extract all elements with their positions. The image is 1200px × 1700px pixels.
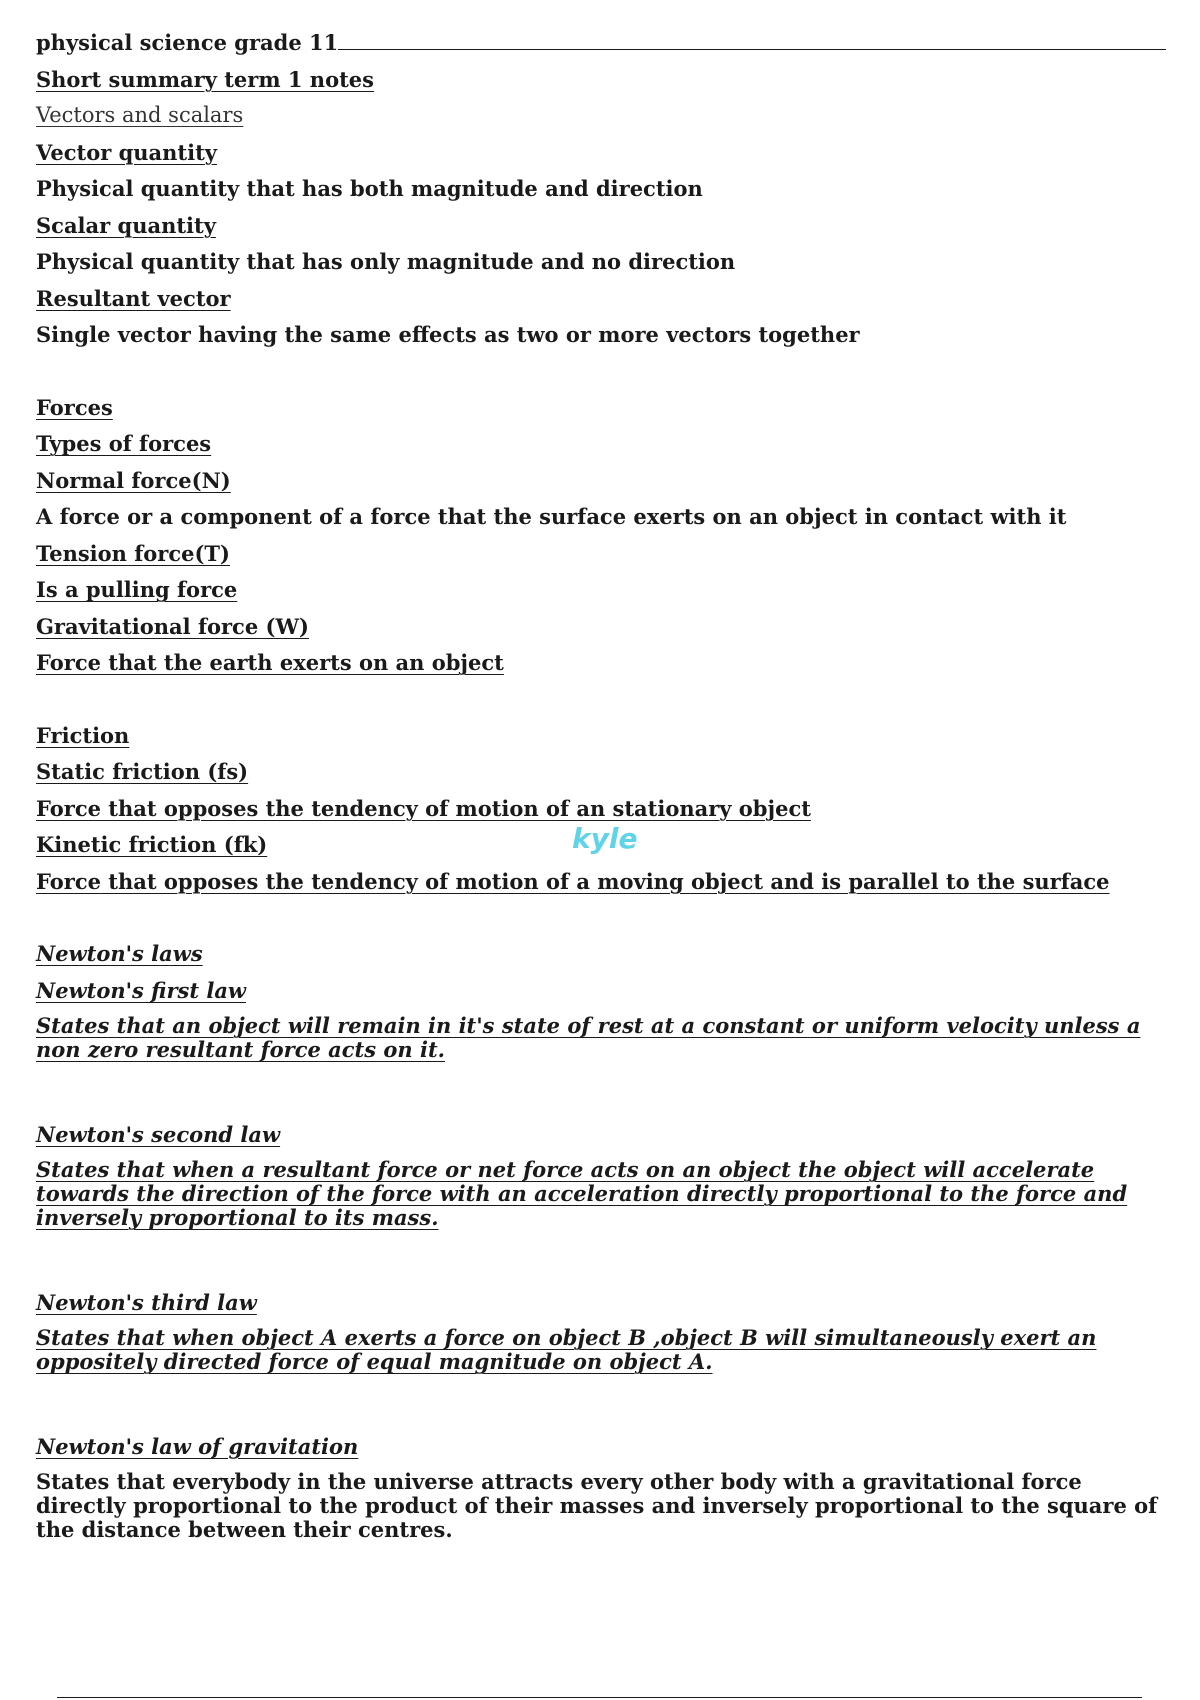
- tension-force-term: Tension force(T): [36, 540, 230, 566]
- gravitational-force-term: Gravitational force (W): [36, 613, 309, 639]
- spacer: [36, 1386, 1166, 1434]
- header-rule: [338, 49, 1166, 50]
- kinetic-friction-definition: Force that opposes the tendency of motion of a moving object and is parallel to the surface: [36, 868, 1110, 894]
- resultant-vector-definition: Single vector having the same effects as two or more vectors together: [36, 322, 860, 347]
- summary-title: Short summary term 1 notes: [36, 66, 374, 92]
- newtons-laws-section-title: Newton's laws: [36, 941, 203, 966]
- tension-force-definition: Is a pulling force: [36, 577, 238, 602]
- newtons-first-law-term: Newton's first law: [36, 977, 246, 1003]
- vectors-section-title: Vectors and scalars: [36, 103, 244, 127]
- newtons-third-law-term: Newton's third law: [36, 1289, 257, 1315]
- spacer: [36, 905, 1166, 941]
- kinetic-friction-term: Kinetic friction (fk): [36, 832, 268, 857]
- document-page: [36, 30, 1166, 1554]
- resultant-vector-term: Resultant vector: [36, 285, 231, 311]
- spacer: [36, 1242, 1166, 1290]
- spacer: [36, 687, 1166, 723]
- newtons-third-law-definition: States that when object A exerts a force on object B ,object B will simultaneously exert an oppositely directed force of equal magnitude on object A.: [36, 1325, 1097, 1374]
- scalar-quantity-definition: Physical quantity that has only magnitude and no direction: [36, 249, 736, 274]
- friction-section-title: Friction: [36, 722, 130, 748]
- scalar-quantity-term: Scalar quantity: [36, 212, 216, 238]
- forces-section-title: Forces: [36, 394, 113, 420]
- newtons-second-law-definition: States that when a resultant force or net force acts on an object the object will accelerate towards the direction of the force with an acceleration directly proportional to the force and inversely proportional to its mass.: [36, 1157, 1128, 1230]
- footer-rule: [57, 1697, 1142, 1698]
- document-header: [36, 30, 1166, 55]
- vector-quantity-definition: Physical quantity that has both magnitude and direction: [36, 176, 703, 201]
- newtons-law-of-gravitation-definition: States that everybody in the universe attracts every other body with a gravitational force directly proportional to the product of their masses and inversely proportional to the square of the distance between their centres.: [36, 1469, 1158, 1542]
- gravitational-force-definition: Force that the earth exerts on an object: [36, 650, 504, 675]
- newtons-law-of-gravitation-term: Newton's law of gravitation: [36, 1433, 359, 1459]
- spacer: [36, 1074, 1166, 1122]
- normal-force-definition: A force or a component of a force that the surface exerts on an object in contact with it: [36, 504, 1067, 529]
- newtons-first-law-definition: States that an object will remain in it's state of rest at a constant or uniform velocity unless a non zero resultant force acts on it.: [36, 1013, 1141, 1062]
- static-friction-term: Static friction (fs): [36, 759, 249, 784]
- normal-force-term: Normal force(N): [36, 467, 231, 493]
- spacer: [36, 359, 1166, 395]
- document-title: physical science grade 11: [36, 30, 339, 55]
- newtons-second-law-term: Newton's second law: [36, 1121, 281, 1147]
- types-of-forces-title: Types of forces: [36, 431, 212, 456]
- kyle-watermark: kyle: [572, 822, 638, 855]
- static-friction-definition: Force that opposes the tendency of motion of an stationary object: [36, 795, 811, 821]
- vector-quantity-term: Vector quantity: [36, 139, 218, 165]
